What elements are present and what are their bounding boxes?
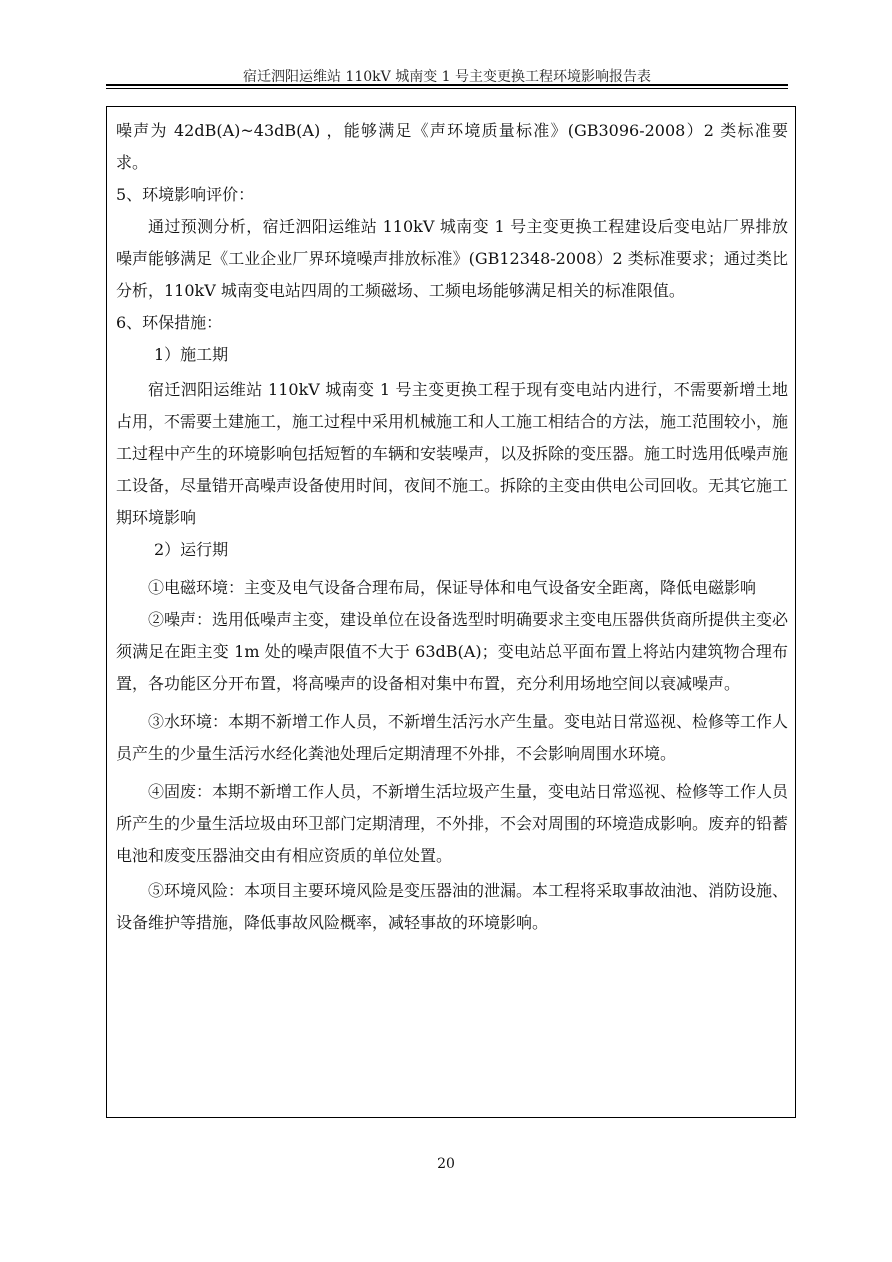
- section-heading-protection-measures: 6、环保措施：: [116, 313, 223, 332]
- header-rule: [106, 84, 788, 86]
- subheading-operation-period: 2）运行期: [154, 540, 229, 559]
- subheading-construction-period: 1）施工期: [154, 345, 229, 364]
- paragraph-water-environment: ③水环境：本期不新增工作人员，不新增生活污水产生量。变电站日常巡视、检修等工作人员产生的少量生活污水经化粪池处理后定期清理不外排，不会影响周围水环境。: [116, 712, 789, 763]
- paragraph-impact-evaluation: 通过预测分析，宿迁泗阳运维站 110kV 城南变 1 号主变更换工程建设后变电站厂界排放噪声能够满足《工业企业厂界环境噪声排放标准》(GB12348-2008）2 类标准要求；通过类比分析，110kV 城南变电站四周的工频磁场、工频电场能够满足相关的标准限值。: [116, 217, 788, 300]
- page-header-title: 宿迁泗阳运维站 110kV 城南变 1 号主变更换工程环境影响报告表: [242, 69, 652, 85]
- header-rule-thin: [106, 88, 788, 89]
- paragraph-solid-waste: ④固废：本期不新增工作人员，不新增生活垃圾产生量，变电站日常巡视、检修等工作人员所产生的少量生活垃圾由环卫部门定期清理，不外排，不会对周围的环境造成影响。废弃的铅蓄电池和废变压器油交由有相应资质的单位处置。: [116, 782, 789, 865]
- paragraph-environmental-risk: ⑤环境风险：本项目主要环境风险是变压器油的泄漏。本工程将采取事故油池、消防设施、设备维护等措施，降低事故风险概率，减轻事故的环境影响。: [116, 881, 789, 932]
- content-box: [106, 106, 796, 1118]
- paragraph-construction-period: 宿迁泗阳运维站 110kV 城南变 1 号主变更换工程于现有变电站内进行，不需要新增土地占用，不需要土建施工，施工过程中采用机械施工和人工施工相结合的方法，施工范围较小，施工过程中产生的环境影响包括短暂的车辆和安装噪声，以及拆除的变压器。施工时选用低噪声施工设备，尽量错开高噪声设备使用时间，夜间不施工。拆除的主变由供电公司回收。无其它施工期环境影响: [116, 380, 789, 527]
- paragraph-noise-result: 噪声为 42dB(A)~43dB(A) ，能够满足《声环境质量标准》(GB3096-2008）2 类标准要求。: [116, 121, 788, 172]
- page-number: 20: [437, 1156, 455, 1172]
- section-heading-impact-evaluation: 5、环境影响评价：: [116, 185, 255, 204]
- paragraph-electromagnetic: ①电磁环境：主变及电气设备合理布局，保证导体和电气设备安全距离，降低电磁影响: [148, 578, 757, 597]
- paragraph-noise-measures: ②噪声：选用低噪声主变，建设单位在设备选型时明确要求主变电压器供货商所提供主变必须满足在距主变 1m 处的噪声限值不大于 63dB(A)；变电站总平面布置上将站内建筑物合理布置，各功能区分开布置，将高噪声的设备相对集中布置，充分利用场地空间以衰减噪声。: [116, 610, 789, 693]
